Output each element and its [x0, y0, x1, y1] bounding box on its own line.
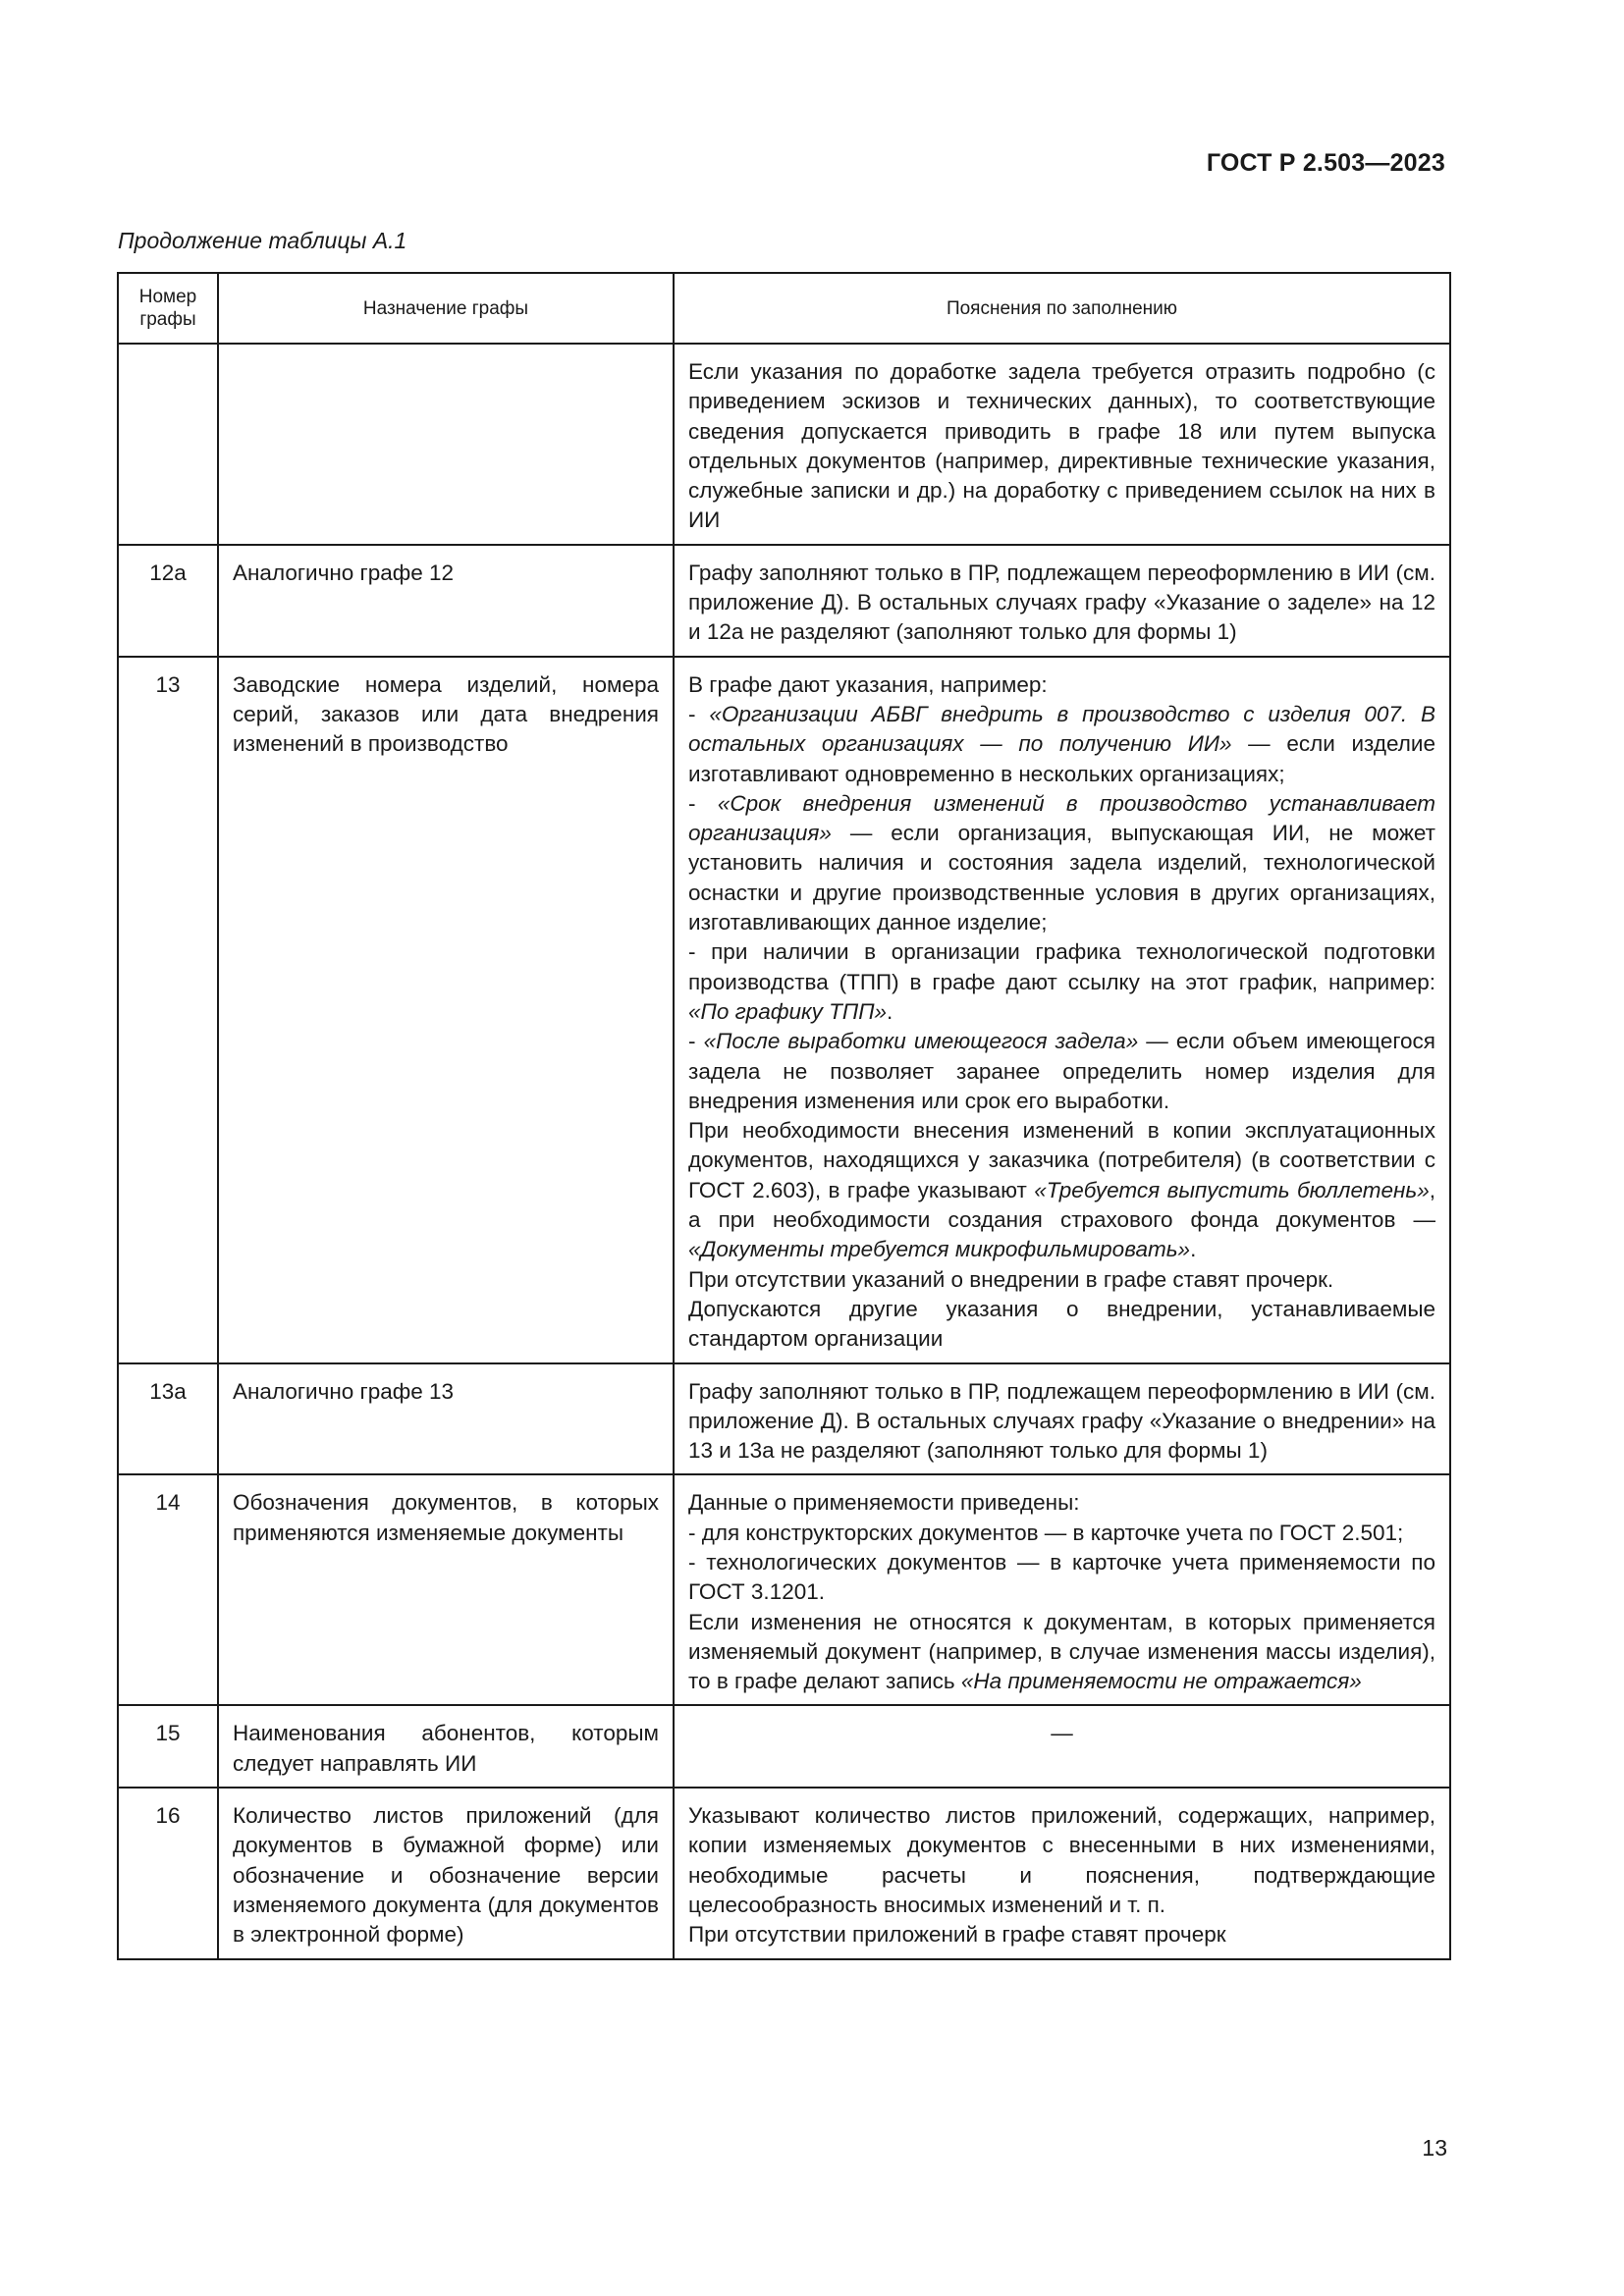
table-row	[118, 1788, 1450, 1958]
notes-text: - при наличии в организации графика технологической подготовки производства (ТПП) в графе дают ссылку на этот график, например:	[688, 939, 1435, 994]
notes-text: - технологических документов — в карточке учета применяемости по ГОСТ 3.1201.	[688, 1549, 1435, 1605]
italic-example-text: «По графику ТПП»	[688, 998, 888, 1024]
notes-paragraph	[688, 559, 1435, 648]
table-row	[118, 344, 1450, 545]
notes-text: — если изделие изготавливают одновременно в нескольких организациях;	[688, 731, 1435, 786]
notes-text: При отсутствии приложений в графе ставят прочерк	[688, 1922, 1226, 1948]
table-row	[118, 1705, 1450, 1788]
notes-paragraph	[688, 1265, 1435, 1295]
row-purpose: Наименования абонентов, которым следует направлять ИИ	[218, 1705, 674, 1788]
notes-text: Указывают количество листов приложений, содержащих, например, копии изменяемых документов с внесенными в них изменениями, необходимые расчеты и пояснения, подтверждающие целесообразность вносимых изменений и т. п.	[688, 1803, 1435, 1917]
notes-paragraph	[688, 1116, 1435, 1264]
notes-text: .	[887, 998, 893, 1024]
italic-example-text: «Срок внедрения изменений в производство устанавливает организация»	[688, 790, 1435, 846]
notes-paragraph	[688, 1801, 1435, 1920]
row-purpose	[218, 344, 674, 545]
document-code: ГОСТ Р 2.503—2023	[1206, 149, 1445, 177]
row-purpose: Количество листов приложений (для документов в бумажной форме) или обозначение и обозначение версии изменяемого документа (для документов в электронной форме)	[218, 1788, 674, 1958]
row-number: 12а	[118, 545, 218, 657]
notes-paragraph	[688, 1295, 1435, 1355]
row-notes	[674, 1705, 1450, 1788]
notes-text: -	[688, 1029, 704, 1054]
header-purpose: Назначение графы	[218, 273, 674, 344]
notes-text: Если изменения не относятся к документам, в которых применяется изменяемый документ (например, в случае изменения массы изделия), то в графе делают запись	[688, 1609, 1435, 1694]
notes-paragraph	[688, 1027, 1435, 1116]
notes-text: При необходимости внесения изменений в копии эксплуатационных документов, находящихся у заказчика (потребителя) (в соответствии с ГОСТ 2.603), в графе указывают	[688, 1118, 1435, 1202]
italic-example-text: «После выработки имеющегося задела»	[703, 1029, 1139, 1054]
notes-text: — если организация, выпускающая ИИ, не может установить наличия и состояния задела изделий, технологической оснастки и другие производственные условия в других организациях, изготавливающих данное изделие;	[688, 821, 1435, 935]
notes-text: Допускаются другие указания о внедрении, устанавливаемые стандартом организации	[688, 1296, 1435, 1352]
notes-paragraph	[688, 789, 1435, 937]
italic-example-text: «Документы требуется микрофильмировать»	[688, 1237, 1191, 1262]
row-number: 13а	[118, 1363, 218, 1475]
table-row	[118, 1474, 1450, 1705]
row-notes	[674, 1363, 1450, 1475]
row-purpose: Заводские номера изделий, номера серий, заказов или дата внедрения изменений в производство	[218, 657, 674, 1363]
notes-text: — если объем имеющегося задела не позволяет заранее определить номер изделия для внедрения изменения или срок его выработки.	[688, 1029, 1435, 1113]
table-continuation-caption: Продолжение таблицы А.1	[118, 228, 407, 253]
notes-paragraph	[688, 1920, 1435, 1949]
row-notes	[674, 1474, 1450, 1705]
notes-text: Графу заполняют только в ПР, подлежащем переоформлению в ИИ (см. приложение Д). В остальных случаях графу «Указание о внедрении» на 13 и 13а не разделяют (заполняют только для формы 1)	[688, 1378, 1435, 1464]
notes-text: -	[688, 790, 718, 816]
explanation-table	[117, 272, 1451, 1960]
row-notes	[674, 657, 1450, 1363]
notes-paragraph	[688, 700, 1435, 789]
italic-example-text: «На применяемости не отражается»	[960, 1669, 1362, 1694]
row-notes	[674, 344, 1450, 545]
notes-paragraph	[688, 1519, 1435, 1548]
row-number: 13	[118, 657, 218, 1363]
notes-paragraph	[688, 1548, 1435, 1608]
notes-paragraph	[688, 1719, 1435, 1748]
row-notes	[674, 545, 1450, 657]
row-number: 15	[118, 1705, 218, 1788]
table-row	[118, 657, 1450, 1363]
italic-example-text: «Организации АБВГ внедрить в производство с изделия 007. В остальных организациях — по получению ИИ»	[688, 701, 1435, 757]
table-header-row	[118, 273, 1450, 344]
row-purpose: Обозначения документов, в которых применяются изменяемые документы	[218, 1474, 674, 1705]
header-notes: Пояснения по заполнению	[674, 273, 1450, 344]
notes-paragraph	[688, 670, 1435, 700]
italic-example-text: «Требуется выпустить бюллетень»	[1034, 1177, 1430, 1202]
row-notes	[674, 1788, 1450, 1958]
table-row	[118, 1363, 1450, 1475]
row-purpose: Аналогично графе 12	[218, 545, 674, 657]
row-purpose: Аналогично графе 13	[218, 1363, 674, 1475]
page-number: 13	[1422, 2135, 1447, 2161]
notes-paragraph	[688, 937, 1435, 1027]
notes-paragraph	[688, 1608, 1435, 1697]
notes-paragraph	[688, 1488, 1435, 1518]
notes-text: В графе дают указания, например:	[688, 671, 1048, 697]
header-number: Номер графы	[118, 273, 218, 344]
notes-text: Если указания по доработке задела требуется отразить подробно (с приведением эскизов и технических данных), то соответствующие сведения допускается приводить в графе 18 или путем выпуска отдельных документов (например, директивные технические указания, служебные записки и др.) на доработку с приведением ссылок на них в ИИ	[688, 359, 1435, 533]
notes-text: Графу заполняют только в ПР, подлежащем переоформлению в ИИ (см. приложение Д). В остальных случаях графу «Указание о заделе» на 12 и 12а не разделяют (заполняют только для формы 1)	[688, 560, 1435, 645]
notes-paragraph	[688, 357, 1435, 536]
notes-text: —	[1051, 1721, 1073, 1746]
notes-text: , а при необходимости создания страхового фонда документов —	[688, 1177, 1435, 1233]
row-number: 16	[118, 1788, 218, 1958]
row-number: 14	[118, 1474, 218, 1705]
notes-text: При отсутствии указаний о внедрении в графе ставят прочерк.	[688, 1266, 1334, 1292]
notes-text: -	[688, 701, 710, 726]
notes-text: Данные о применяемости приведены:	[688, 1490, 1080, 1516]
row-number	[118, 344, 218, 545]
table-row	[118, 545, 1450, 657]
notes-paragraph	[688, 1377, 1435, 1467]
notes-text: - для конструкторских документов — в карточке учета по ГОСТ 2.501;	[688, 1520, 1404, 1545]
notes-text: .	[1190, 1237, 1197, 1262]
